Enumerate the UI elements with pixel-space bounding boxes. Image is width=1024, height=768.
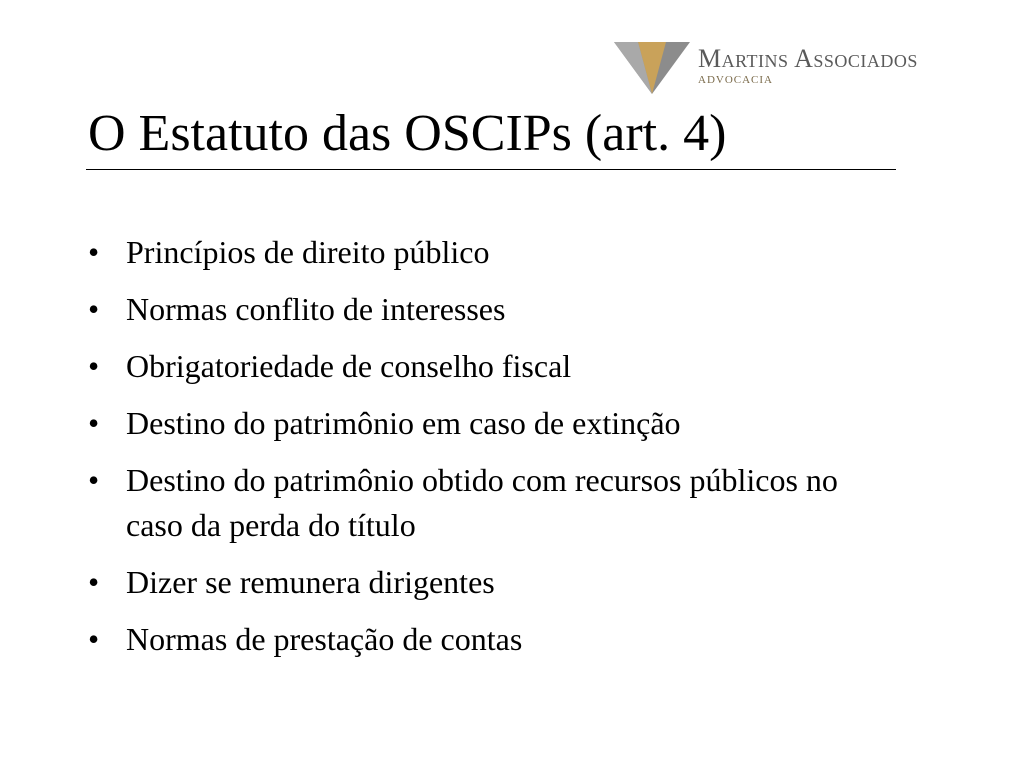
bullet-item (88, 287, 868, 332)
bullet-text: Dizer se remunera dirigentes (126, 564, 495, 600)
bullet-dot-icon: • (88, 564, 100, 600)
bullet-text: Princípios de direito público (126, 234, 490, 270)
bullet-item (88, 560, 868, 605)
bullet-dot-icon: • (88, 291, 100, 327)
slide-title: O Estatuto das OSCIPs (art. 4) (88, 105, 727, 162)
bullet-dot-icon: • (88, 462, 100, 498)
bullet-text: Normas de prestação de contas (126, 621, 523, 657)
bullet-text: Normas conflito de interesses (126, 291, 506, 327)
bullet-text: Destino do patrimônio obtido com recursos públicos no caso da perda do título (126, 462, 838, 543)
logo-name: Martins Associados (698, 44, 918, 73)
company-logo (612, 40, 972, 96)
bullet-item (88, 401, 868, 446)
logo-triangle-icon (612, 40, 692, 96)
bullet-item (88, 458, 868, 548)
bullet-dot-icon: • (88, 234, 100, 270)
bullet-text: Obrigatoriedade de conselho fiscal (126, 348, 572, 384)
bullet-item (88, 230, 868, 275)
bullet-dot-icon: • (88, 405, 100, 441)
bullet-text: Destino do patrimônio em caso de extinção (126, 405, 681, 441)
title-divider (86, 169, 896, 170)
bullet-dot-icon: • (88, 348, 100, 384)
bullet-item (88, 344, 868, 389)
logo-subtitle: ADVOCACIA (698, 74, 773, 86)
bullet-list (88, 230, 868, 674)
bullet-item (88, 617, 868, 662)
bullet-dot-icon: • (88, 621, 100, 657)
